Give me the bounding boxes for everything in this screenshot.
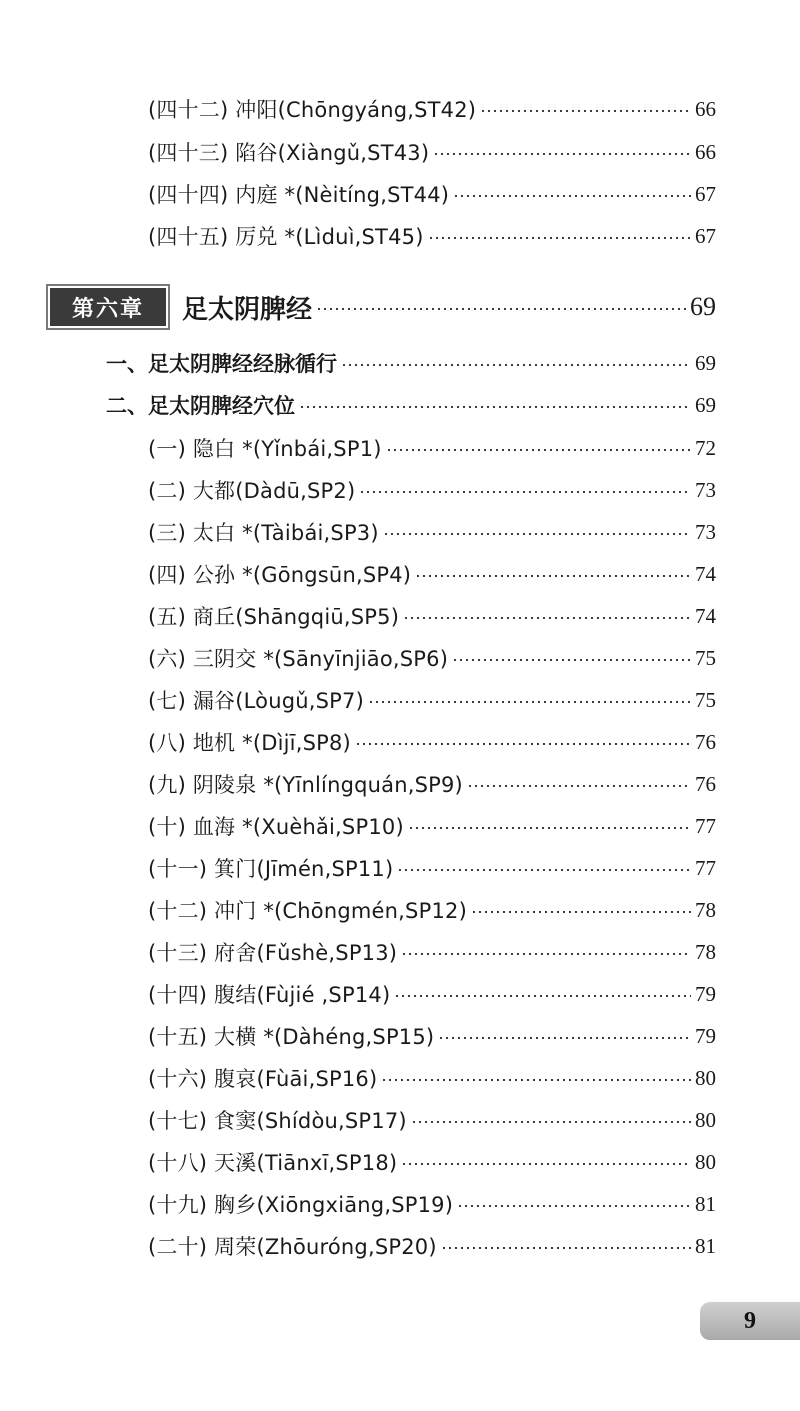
toc-entry [0, 218, 800, 254]
entry-label: (十四) 腹结(Fùjié ,SP14) [148, 983, 391, 1007]
entry-page: 72 [695, 435, 716, 460]
entry-label: (十三) 府舍(Fǔshè,SP13) [148, 941, 398, 965]
entry-page: 78 [695, 897, 716, 922]
dot-leader [441, 1238, 691, 1254]
dot-leader [415, 566, 691, 582]
toc-entry [0, 850, 800, 886]
toc-entry [0, 176, 800, 212]
dot-leader [438, 1028, 691, 1044]
toc-entry [0, 134, 800, 170]
entry-label: (六) 三阴交 *(Sānyīnjiāo,SP6) [148, 647, 449, 671]
dot-leader [452, 650, 691, 666]
dot-leader [453, 186, 691, 202]
toc-entry [0, 766, 800, 802]
chapter-heading [0, 283, 800, 331]
toc-section [0, 345, 800, 381]
toc-entry [0, 892, 800, 928]
entry-label: (二) 大都(Dàdū,SP2) [148, 479, 356, 503]
entry-label: (四十五) 厉兑 *(Lìduì,ST45) [148, 225, 424, 249]
entry-page: 80 [695, 1107, 716, 1132]
dot-leader [316, 299, 686, 315]
entry-label: (二十) 周荣(Zhōuróng,SP20) [148, 1235, 437, 1259]
toc-entry [0, 1102, 800, 1138]
dot-leader [383, 524, 691, 540]
page-number: 9 [744, 1307, 756, 1334]
entry-label: (四十四) 内庭 *(Nèitíng,ST44) [148, 183, 450, 207]
toc-entry [0, 934, 800, 970]
entry-page: 77 [695, 855, 716, 880]
entry-label: (七) 漏谷(Lòugǔ,SP7) [148, 689, 365, 713]
entry-label: (九) 阴陵泉 *(Yīnlíngquán,SP9) [148, 773, 463, 797]
entry-label: (十) 血海 *(Xuèhǎi,SP10) [148, 815, 404, 839]
toc-section [0, 387, 800, 423]
dot-leader [381, 1070, 691, 1086]
entry-page: 80 [695, 1065, 716, 1090]
entry-page: 73 [695, 477, 716, 502]
dot-leader [355, 734, 691, 750]
dot-leader [359, 482, 691, 498]
toc-entry [0, 1018, 800, 1054]
entry-page: 79 [695, 1023, 716, 1048]
dot-leader [401, 944, 691, 960]
dot-leader [467, 776, 691, 792]
entry-page: 78 [695, 939, 716, 964]
entry-label: (四) 公孙 *(Gōngsūn,SP4) [148, 563, 412, 587]
entry-label: (四十三) 陷谷(Xiàngǔ,ST43) [148, 141, 430, 165]
entry-label: (一) 隐白 *(Yǐnbái,SP1) [148, 437, 382, 461]
entry-page: 73 [695, 519, 716, 544]
toc-entry [0, 598, 800, 634]
entry-page: 74 [695, 603, 716, 628]
entry-page: 79 [695, 981, 716, 1006]
entry-page: 76 [695, 729, 716, 754]
entry-label: (十七) 食窦(Shídòu,SP17) [148, 1109, 407, 1133]
toc-entry [0, 430, 800, 466]
entry-label: (十一) 箕门(Jīmén,SP11) [148, 857, 394, 881]
dot-leader [401, 1154, 691, 1170]
entry-label: (十九) 胸乡(Xiōngxiāng,SP19) [148, 1193, 454, 1217]
dot-leader [394, 986, 691, 1002]
entry-label: (十六) 腹哀(Fùāi,SP16) [148, 1067, 378, 1091]
entry-page: 76 [695, 771, 716, 796]
entry-page: 81 [695, 1233, 716, 1258]
dot-leader [433, 144, 691, 160]
entry-page: 66 [695, 139, 716, 164]
entry-page: 81 [695, 1191, 716, 1216]
chapter-badge: 第六章 [50, 288, 166, 326]
entry-label: (十五) 大横 *(Dàhéng,SP15) [148, 1025, 435, 1049]
toc-entry [0, 556, 800, 592]
toc-entry [0, 682, 800, 718]
toc-entry [0, 1144, 800, 1180]
section-label: 一、足太阴脾经经脉循行 [106, 352, 337, 376]
entry-page: 77 [695, 813, 716, 838]
entry-label: (十二) 冲门 *(Chōngmén,SP12) [148, 899, 467, 923]
dot-leader [386, 440, 691, 456]
dot-leader [299, 397, 691, 413]
entry-label: (八) 地机 *(Dìjī,SP8) [148, 731, 351, 755]
dot-leader [480, 101, 691, 117]
toc-entry [0, 1060, 800, 1096]
toc-entry [0, 976, 800, 1012]
dot-leader [368, 692, 691, 708]
dot-leader [397, 860, 691, 876]
chapter-page: 69 [690, 292, 716, 321]
toc-entry [0, 472, 800, 508]
dot-leader [341, 355, 691, 371]
entry-page: 75 [695, 687, 716, 712]
entry-label: (四十二) 冲阳(Chōngyáng,ST42) [148, 98, 477, 122]
section-label: 二、足太阴脾经穴位 [106, 394, 295, 418]
chapter-title: 足太阴脾经 [182, 294, 313, 325]
toc-entry [0, 1228, 800, 1264]
section-page: 69 [695, 350, 716, 375]
toc-entry [0, 640, 800, 676]
dot-leader [411, 1112, 691, 1128]
toc-entry [0, 1186, 800, 1222]
entry-page: 67 [695, 223, 716, 248]
section-page: 69 [695, 392, 716, 417]
entry-page: 75 [695, 645, 716, 670]
toc-entry [0, 724, 800, 760]
dot-leader [457, 1196, 691, 1212]
dot-leader [428, 228, 691, 244]
toc-entry [0, 91, 800, 127]
page-number-tab [700, 1302, 800, 1340]
entry-page: 74 [695, 561, 716, 586]
entry-page: 80 [695, 1149, 716, 1174]
toc-entry [0, 808, 800, 844]
entry-page: 66 [695, 96, 716, 121]
dot-leader [471, 902, 691, 918]
entry-label: (五) 商丘(Shāngqiū,SP5) [148, 605, 400, 629]
entry-label: (十八) 天溪(Tiānxī,SP18) [148, 1151, 398, 1175]
toc-entry [0, 514, 800, 550]
dot-leader [403, 608, 691, 624]
entry-label: (三) 太白 *(Tàibái,SP3) [148, 521, 379, 545]
entry-page: 67 [695, 181, 716, 206]
dot-leader [408, 818, 691, 834]
